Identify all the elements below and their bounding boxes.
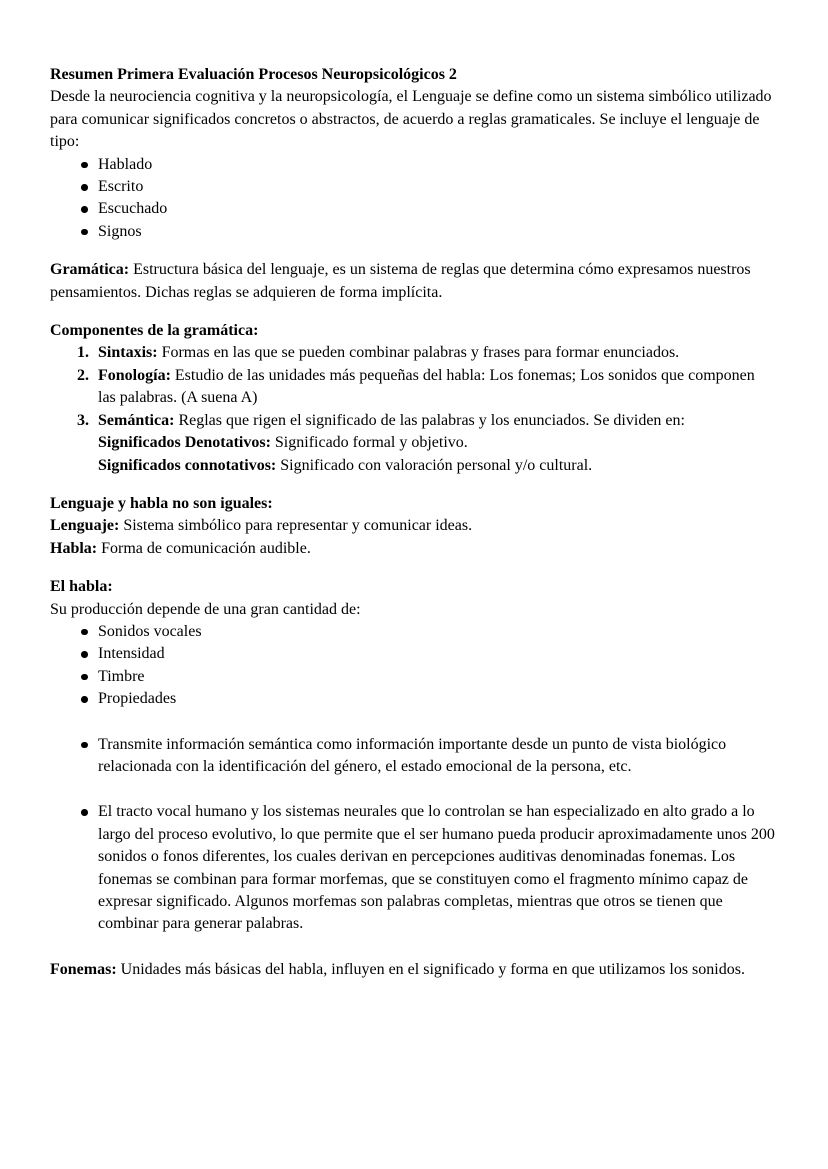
- section-gap: [50, 304, 776, 320]
- section-gap: [50, 936, 776, 959]
- lenguaje-habla-heading: Lenguaje y habla no son iguales:: [50, 494, 273, 512]
- list-item-text: Propiedades: [98, 690, 177, 708]
- term-text: Unidades más básicas del habla, influyen en el significado y forma en que utilizamos los sonidos.: [120, 960, 745, 978]
- list-item: [50, 666, 776, 688]
- list-item-text: Signos: [98, 222, 142, 240]
- componentes-heading: Componentes de la gramática:: [50, 322, 259, 340]
- habla-note: El tracto vocal humano y los sistemas neurales que lo controlan se han especializado en alto grado a lo largo del proceso evolutivo, lo que permite que el ser humano pueda producir aproximadamente unos 200 sonidos o fonos diferentes, los cuales derivan en percepciones auditivas denominadas fonemas. Los fonemas se combinan para formar morfemas, que se constituyen como el fragmento mínimo capaz de expresar significado. Algunos morfemas son palabras completas, mientras que otros se tienen que combinar para generar palabras.: [50, 801, 776, 935]
- list-item-text: Escuchado: [98, 200, 168, 218]
- term-label: Significados connotativos:: [98, 456, 277, 474]
- fonemas-definition: [50, 959, 776, 981]
- list-item: [50, 643, 776, 665]
- list-item: [50, 154, 776, 176]
- language-types-list: [50, 154, 776, 244]
- list-item: [50, 621, 776, 643]
- term-label: Lenguaje:: [50, 517, 120, 535]
- semantica-subentry: [98, 455, 776, 477]
- document-title: Resumen Primera Evaluación Procesos Neuropsicológicos 2: [50, 66, 457, 83]
- term-label: Habla:: [50, 539, 98, 557]
- term-text: Estructura básica del lenguaje, es un sistema de reglas que determina cómo expresamos nuestros pensamientos. Dichas reglas se adquieren de forma implícita.: [50, 261, 751, 301]
- term-text: Formas en las que se pueden combinar palabras y frases para formar enunciados.: [161, 344, 680, 362]
- term-text: Significado con valoración personal y/o cultural.: [280, 456, 593, 474]
- section-gap: [50, 711, 776, 734]
- term-text: Significado formal y objetivo.: [274, 434, 468, 452]
- el-habla-heading: El habla:: [50, 578, 113, 596]
- list-item: [50, 198, 776, 220]
- term-text: Reglas que rigen el significado de las palabras y los enunciados. Se dividen en:: [178, 411, 685, 429]
- el-habla-intro: Su producción depende de una gran cantidad de:: [50, 600, 361, 618]
- term-text: Forma de comunicación audible.: [101, 539, 311, 557]
- list-item-text: Hablado: [98, 155, 153, 173]
- term-label: Significados Denotativos:: [98, 434, 271, 452]
- section-gap: [50, 477, 776, 493]
- item-number: 1.: [77, 344, 89, 362]
- list-item: [50, 688, 776, 710]
- item-number: 3.: [77, 411, 89, 429]
- numbered-item: [50, 410, 776, 477]
- list-item-text: Escrito: [98, 178, 144, 196]
- term-label: Semántica:: [98, 411, 175, 429]
- term-text: Sistema simbólico para representar y comunicar ideas.: [123, 517, 473, 535]
- habla-note: Transmite información semántica como información importante desde un punto de vista biológico relacionada con la identificación del género, el estado emocional de la persona, etc.: [50, 734, 776, 779]
- term-text: Estudio de las unidades más pequeñas del habla: Los fonemas; Los sonidos que componen las palabras. (A suena A): [98, 366, 755, 407]
- item-number: 2.: [77, 366, 89, 384]
- list-item-text: Intensidad: [98, 645, 165, 663]
- term-label: Fonología:: [98, 366, 171, 384]
- term-label: Gramática:: [50, 261, 130, 279]
- list-item: [50, 221, 776, 243]
- list-item: [50, 176, 776, 198]
- numbered-item: [50, 342, 776, 364]
- term-label: Fonemas:: [50, 960, 117, 978]
- componentes-list: [50, 342, 776, 476]
- habla-definition: [50, 538, 776, 560]
- list-item-text: Timbre: [98, 667, 145, 685]
- section-gap: [50, 243, 776, 259]
- lenguaje-definition: [50, 515, 776, 537]
- numbered-item: [50, 365, 776, 410]
- section-gap: [50, 778, 776, 801]
- semantica-subentry: [98, 432, 776, 454]
- list-item-text: Sonidos vocales: [98, 622, 202, 640]
- term-label: Sintaxis:: [98, 344, 158, 362]
- intro-paragraph: Desde la neurociencia cognitiva y la neuropsicología, el Lenguaje se define como un sistema simbólico utilizado para comunicar significados concretos o abstractos, de acuerdo a reglas gramaticales. Se incluye el lenguaje de tipo:: [50, 88, 772, 151]
- gramatica-definition: [50, 259, 776, 304]
- section-gap: [50, 560, 776, 576]
- habla-properties-list: [50, 621, 776, 711]
